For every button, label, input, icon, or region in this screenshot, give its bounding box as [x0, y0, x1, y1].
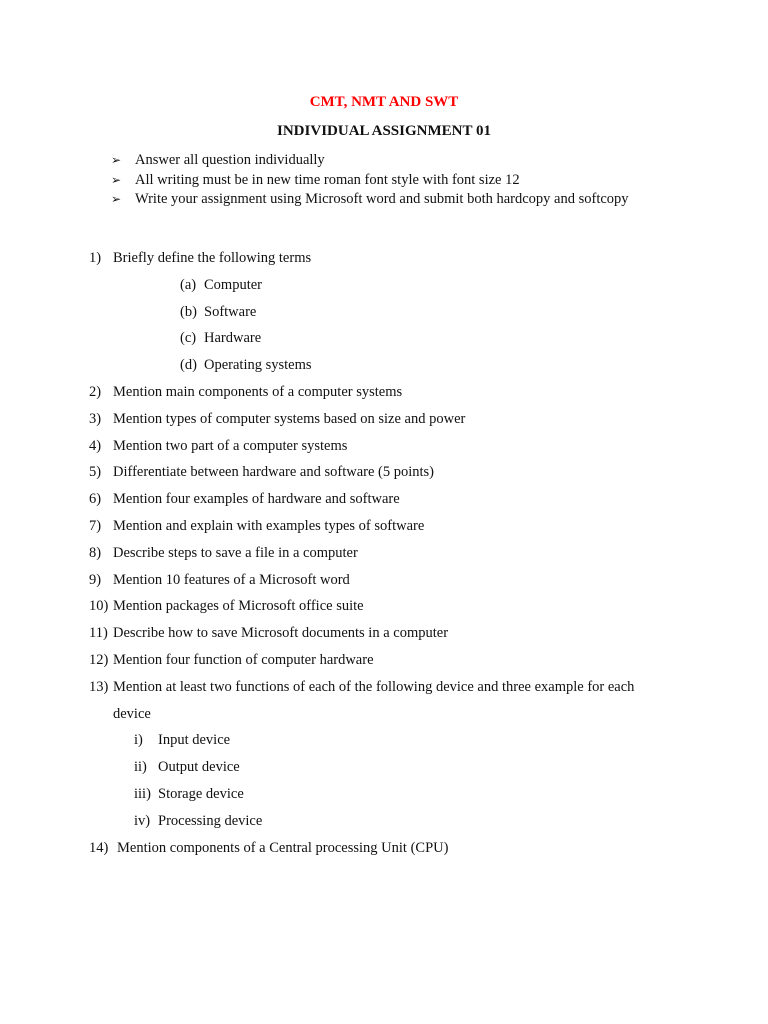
document-title: CMT, NMT AND SWT	[309, 94, 459, 110]
question-13	[0, 676, 768, 703]
instruction-text: Write your assignment using Microsoft word and submit both hardcopy and softcopy	[135, 191, 629, 207]
instruction-item	[111, 151, 629, 171]
sub-item-iii	[0, 783, 768, 810]
sub-item-label: iii)	[134, 785, 151, 802]
question-9	[0, 569, 768, 596]
question-text: Mention packages of Microsoft office suite	[113, 598, 364, 615]
question-text: Mention types of computer systems based on size and power	[113, 410, 466, 427]
question-13-continuation	[0, 703, 768, 730]
question-2	[0, 381, 768, 408]
instruction-text: All writing must be in new time roman font style with font size 12	[135, 171, 520, 188]
instruction-text: Answer all question individually	[135, 152, 325, 168]
question-text: Mention components of a Central processing Unit (CPU)	[117, 839, 449, 856]
sub-item-text: Processing device	[158, 812, 263, 829]
question-number: 11)	[89, 625, 108, 642]
assignment-subtitle: INDIVIDUAL ASSIGNMENT 01	[277, 123, 491, 139]
question-7	[0, 515, 768, 542]
question-number: 6)	[89, 491, 102, 508]
sub-item-label: (d)	[180, 357, 197, 374]
sub-item-text: Software	[204, 303, 257, 320]
question-number: 3)	[89, 410, 102, 427]
question-12	[0, 649, 768, 676]
question-10	[0, 595, 768, 622]
question-text: Differentiate between hardware and software (5 points)	[113, 464, 435, 481]
instruction-item	[111, 190, 629, 210]
instruction-item	[111, 171, 629, 191]
sub-item-ii	[0, 756, 768, 783]
arrow-bullet-icon: ➢	[111, 172, 122, 187]
question-5	[0, 461, 768, 488]
question-number: 1)	[89, 250, 102, 266]
question-number: 14)	[89, 839, 109, 856]
instructions-list	[111, 151, 629, 210]
question-number: 10)	[89, 598, 109, 615]
question-number: 5)	[89, 464, 102, 481]
question-14	[0, 837, 768, 864]
sub-item-text: Storage device	[158, 785, 244, 802]
question-4	[0, 435, 768, 462]
question-1	[0, 247, 768, 274]
sub-item-label: (b)	[180, 303, 197, 320]
questions-list	[0, 247, 768, 863]
sub-item-a	[0, 274, 768, 301]
question-text: Describe steps to save a file in a computer	[113, 544, 358, 561]
question-text: Mention main components of a computer systems	[113, 383, 403, 400]
question-number: 13)	[89, 678, 109, 695]
sub-item-text: Operating systems	[204, 357, 312, 374]
sub-item-b	[0, 301, 768, 328]
arrow-bullet-icon: ➢	[111, 192, 122, 206]
sub-item-label: ii)	[134, 759, 147, 776]
question-number: 2)	[89, 383, 102, 400]
sub-item-label: (c)	[180, 330, 197, 347]
question-text: Describe how to save Microsoft documents in a computer	[113, 625, 449, 642]
question-number: 12)	[89, 651, 109, 668]
question-6	[0, 488, 768, 515]
question-number: 9)	[89, 571, 102, 588]
sub-item-i	[0, 729, 768, 756]
question-text: Mention four function of computer hardware	[113, 651, 374, 668]
sub-item-label: i)	[134, 732, 143, 749]
sub-item-d	[0, 354, 768, 381]
question-text: Mention two part of a computer systems	[113, 437, 348, 454]
sub-item-label: iv)	[134, 812, 151, 829]
question-number: 7)	[89, 517, 102, 534]
question-text: Mention and explain with examples types of software	[113, 517, 425, 534]
question-number: 4)	[89, 437, 102, 454]
question-11	[0, 622, 768, 649]
sub-item-text: Output device	[158, 759, 240, 776]
question-text: Mention four examples of hardware and software	[113, 491, 400, 508]
sub-item-text: Computer	[204, 276, 262, 293]
question-text: Briefly define the following terms	[113, 250, 312, 266]
question-8	[0, 542, 768, 569]
sub-item-text: Hardware	[204, 330, 262, 347]
arrow-bullet-icon: ➢	[111, 153, 122, 167]
sub-item-iv	[0, 810, 768, 837]
question-text: Mention 10 features of a Microsoft word	[113, 571, 350, 588]
question-3	[0, 408, 768, 435]
sub-item-label: (a)	[180, 276, 197, 293]
question-text: Mention at least two functions of each of the following device and three example for each	[113, 678, 635, 695]
sub-item-text: Input device	[158, 732, 231, 749]
question-number: 8)	[89, 544, 102, 561]
question-text-continuation: device	[113, 705, 151, 722]
sub-item-c	[0, 327, 768, 354]
